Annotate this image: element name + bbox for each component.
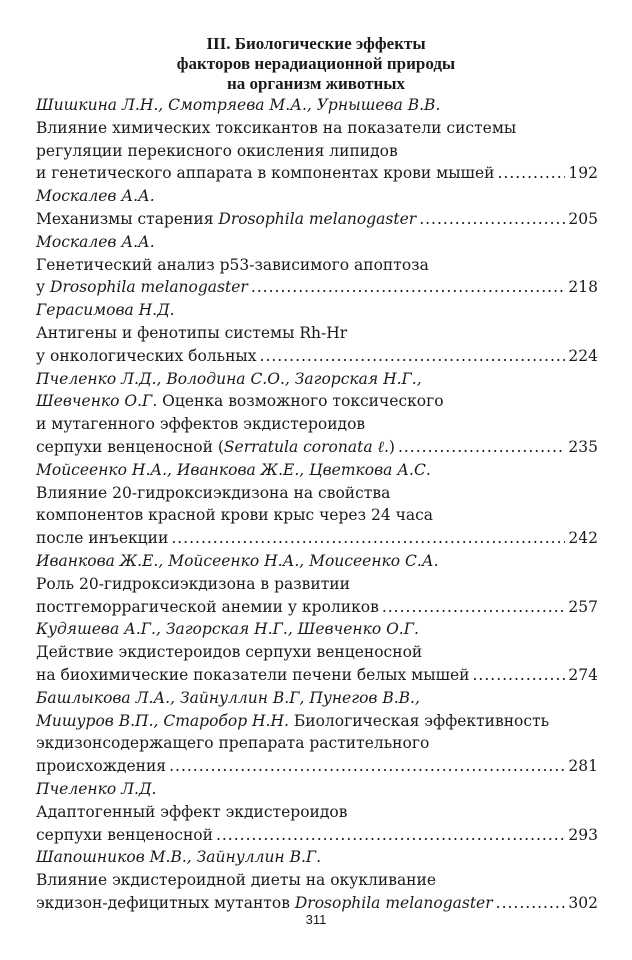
toc-text-line	[36, 801, 598, 823]
toc-authors-line	[36, 231, 598, 253]
dot-leader	[171, 527, 565, 549]
dot-leader	[497, 162, 565, 184]
toc-authors-line	[36, 846, 598, 868]
line-text	[36, 778, 157, 800]
toc-text-line	[36, 390, 598, 412]
dot-leader	[251, 276, 566, 298]
toc-entry-line	[36, 162, 598, 184]
line-text	[36, 276, 248, 298]
line-text	[36, 664, 470, 686]
toc-text-line	[36, 482, 598, 504]
text-run: Оценка возможного токсического	[157, 392, 444, 411]
toc-text-line	[36, 710, 598, 732]
line-text	[36, 413, 365, 435]
line-text	[36, 231, 155, 253]
italic-text: Drosophila melanogaster	[294, 894, 493, 912]
text-run: серпухи венценосной (	[36, 438, 224, 456]
toc-page-number: 281	[568, 757, 598, 776]
toc-entry-line	[36, 436, 598, 458]
text-run: происхождения	[36, 757, 167, 776]
toc-authors-line	[36, 368, 598, 390]
toc-text-line	[36, 140, 598, 162]
section-title-line-3: на организм животных	[226, 74, 406, 93]
toc-entry-line	[36, 345, 598, 367]
toc-entry-line	[36, 527, 598, 549]
italic-text: Кудяшева А.Г., Загорская Н.Г., Шевченко О.Г.	[36, 620, 419, 639]
toc-page-number: 274	[568, 666, 598, 684]
toc-page-number: 224	[568, 346, 598, 365]
toc-authors-line	[36, 94, 598, 116]
italic-text: Башлыкова Л.А., Зайнуллин В.Г, Пунегов В.В.,	[36, 688, 420, 707]
toc-text-line	[36, 732, 598, 754]
dot-leader	[169, 755, 565, 777]
text-run: Влияние экдистероидной диеты на окукливание	[36, 871, 437, 890]
line-text	[36, 596, 379, 618]
italic-text: Герасимова Н.Д.	[36, 301, 175, 320]
line-text	[36, 892, 493, 914]
italic-text: Serratula coronata ℓ.	[223, 438, 389, 456]
dot-leader	[260, 345, 566, 367]
page-number: 311	[305, 912, 327, 927]
toc-entry-line	[36, 276, 598, 298]
dot-leader	[473, 664, 566, 686]
text-run: Антигены и фенотипы системы Rh-Hr	[36, 324, 348, 342]
line-text	[36, 687, 420, 709]
line-text	[36, 846, 321, 868]
italic-text: Мойсеенко Н.А., Иванкова Ж.Е., Цветкова А.С.	[36, 460, 431, 479]
line-text	[36, 504, 433, 526]
line-text	[36, 322, 347, 344]
italic-text: Пчеленко Л.Д.	[36, 780, 157, 798]
toc-text-line	[36, 117, 598, 139]
line-text	[36, 140, 398, 162]
line-text	[36, 527, 168, 549]
italic-text: Drosophila melanogaster	[218, 210, 417, 228]
toc-page-number: 192	[568, 164, 598, 183]
text-run: на биохимические показатели печени белых мышей	[36, 666, 470, 684]
toc-entry-line	[36, 208, 598, 230]
line-text	[36, 618, 419, 640]
italic-text: Шевченко О.Г.	[36, 392, 158, 411]
text-run: )	[388, 438, 395, 456]
dot-leader	[419, 208, 565, 230]
toc-page-number: 235	[568, 438, 598, 456]
italic-text: Drosophila melanogaster	[50, 278, 248, 297]
toc-text-line	[36, 869, 598, 891]
line-text	[36, 185, 155, 207]
text-run: и генетического аппарата в компонентах крови мышей	[36, 164, 495, 183]
toc-entry-line	[36, 596, 598, 618]
text-run: и мутагенного эффектов экдистероидов	[36, 415, 366, 434]
line-text	[36, 459, 431, 481]
dot-leader	[216, 824, 565, 846]
line-text	[36, 641, 422, 663]
line-text	[36, 208, 416, 230]
toc-page-number: 257	[568, 597, 598, 616]
text-run: у	[36, 278, 51, 297]
line-text	[36, 390, 444, 412]
line-text	[36, 482, 390, 504]
toc-page-number: 218	[568, 278, 598, 297]
toc-text-line	[36, 322, 598, 344]
line-text	[36, 299, 175, 321]
line-text	[36, 162, 494, 184]
toc-text-line	[36, 413, 598, 435]
italic-text: Мишуров В.П., Старобор Н.Н.	[36, 711, 289, 730]
toc-authors-line	[36, 687, 598, 709]
toc-authors-line	[36, 618, 598, 640]
line-text	[36, 824, 213, 846]
line-text	[36, 710, 549, 732]
toc-page-number: 302	[568, 894, 598, 912]
dot-leader	[382, 596, 566, 618]
toc-text-line	[36, 504, 598, 526]
line-text	[36, 550, 439, 572]
text-run: компонентов красной крови крыс через 24 часа	[36, 506, 434, 525]
text-run: Генетический анализ p53-зависимого апоптоза	[36, 255, 429, 274]
toc-authors-line	[36, 299, 598, 321]
toc-authors-line	[36, 459, 598, 481]
italic-text: Пчеленко Л.Д., Володина С.О., Загорская Н.Г.,	[36, 369, 422, 388]
toc-text-line	[36, 641, 598, 663]
text-run: экдизон-дефицитных мутантов	[36, 894, 295, 912]
text-run: у онкологических больных	[36, 346, 257, 365]
line-text	[36, 801, 347, 823]
toc-entry-line	[36, 664, 598, 686]
dot-leader	[398, 436, 565, 458]
dot-leader	[496, 892, 566, 914]
toc-authors-line	[36, 185, 598, 207]
line-text	[36, 254, 429, 276]
line-text	[36, 869, 436, 891]
italic-text: Иванкова Ж.Е., Мойсеенко Н.А., Моисеенко С.А.	[36, 552, 439, 570]
italic-text: Шапошников М.В., Зайнуллин В.Г.	[36, 848, 322, 867]
text-run: Влияние 20-гидроксиэкдизона на свойства	[36, 483, 391, 502]
text-run: серпухи венценосной	[36, 825, 213, 844]
toc-text-line	[36, 254, 598, 276]
toc-authors-line	[36, 778, 598, 800]
italic-text: Москалев А.А.	[36, 232, 155, 251]
line-text	[36, 755, 166, 777]
text-run: Адаптогенный эффект экдистероидов	[36, 802, 348, 821]
toc-authors-line	[36, 550, 598, 572]
text-run: Биологическая эффективность	[288, 711, 550, 730]
italic-text: Москалев А.А.	[36, 187, 155, 206]
toc-page-number: 242	[568, 529, 598, 548]
text-run: Влияние химических токсикантов на показатели системы	[36, 118, 517, 137]
text-run: Роль 20-гидроксиэкдизона в развитии	[36, 574, 350, 593]
line-text	[36, 345, 257, 367]
section-title-line-1: III. Биологические эффекты	[206, 34, 426, 53]
toc-page-number: 293	[568, 825, 598, 844]
toc-entry-line	[36, 892, 598, 914]
text-run: после инъекции	[36, 529, 169, 548]
text-run: Механизмы старения	[36, 210, 219, 228]
line-text	[36, 117, 516, 139]
text-run: Действие экдистероидов серпухи венценосной	[36, 643, 423, 662]
text-run: регуляции перекисного окисления липидов	[36, 141, 398, 160]
text-run: постгеморрагической анемии у кроликов	[36, 597, 379, 616]
line-text	[36, 368, 422, 390]
section-title-line-2: факторов нерадиационной природы	[176, 54, 456, 73]
text-run: экдизонсодержащего препарата растительного	[36, 734, 430, 753]
line-text	[36, 94, 440, 116]
toc-page-number: 205	[568, 210, 598, 228]
toc-entry-line	[36, 755, 598, 777]
line-text	[36, 436, 395, 458]
italic-text: Шишкина Л.Н., Смотряева М.А., Урнышева В.В.	[36, 96, 441, 114]
toc-text-line	[36, 573, 598, 595]
line-text	[36, 573, 350, 595]
line-text	[36, 732, 429, 754]
toc-entry-line	[36, 824, 598, 846]
